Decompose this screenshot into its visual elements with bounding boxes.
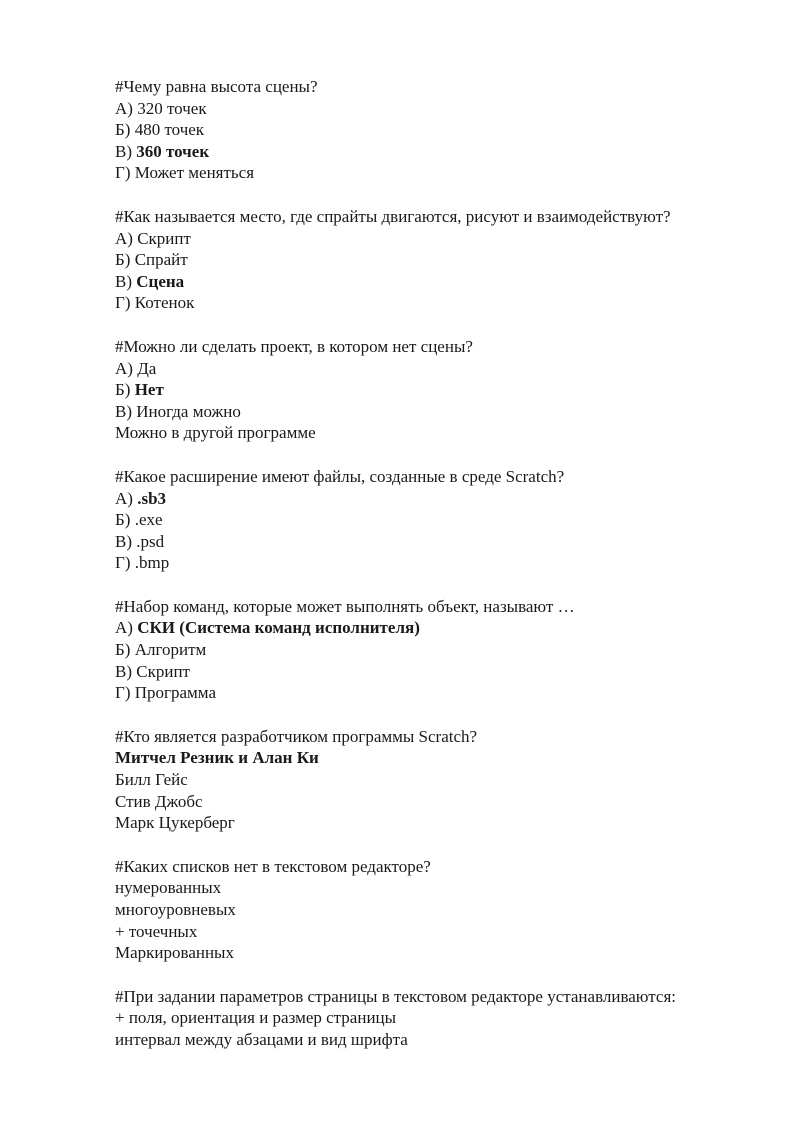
option-text: Да — [137, 358, 157, 378]
option-text: Стив Джобс — [115, 791, 203, 811]
option-text: СКИ (Система команд исполнителя) — [137, 618, 420, 638]
option-prefix: Б) — [115, 120, 135, 140]
option-text: интервал между абзацами и вид шрифта — [115, 1029, 408, 1049]
option-text: Можно в другой программе — [115, 423, 316, 443]
question-text: #Набор команд, которые может выполнять объект, называют … — [115, 596, 575, 616]
question-block-4 — [115, 466, 775, 574]
answer-option — [115, 791, 775, 813]
answer-option-correct — [115, 379, 775, 401]
option-text: Марк Цукерберг — [115, 813, 235, 833]
option-prefix: В) — [115, 271, 137, 291]
question-block-8 — [115, 986, 775, 1051]
option-prefix: Б) — [115, 250, 135, 270]
answer-option — [115, 899, 775, 921]
answer-option — [115, 661, 775, 683]
answer-option — [115, 249, 775, 271]
option-prefix: В) — [115, 401, 137, 421]
option-text: + поля, ориентация и размер страницы — [115, 1008, 397, 1028]
option-prefix: Г) — [115, 553, 135, 573]
option-text: .sb3 — [137, 488, 167, 508]
option-prefix: А) — [115, 618, 138, 638]
option-text: Алгоритм — [134, 640, 207, 660]
option-prefix: В) — [115, 141, 137, 161]
answer-options-list — [115, 877, 775, 963]
option-prefix: А) — [115, 358, 138, 378]
option-prefix: Б) — [115, 510, 135, 530]
option-text: + точечных — [115, 921, 198, 941]
answer-options-list — [115, 358, 775, 444]
question-block-2 — [115, 206, 775, 314]
option-text: Сцена — [136, 271, 185, 291]
answer-option — [115, 1007, 775, 1029]
answer-option — [115, 422, 775, 444]
question-block-6 — [115, 726, 775, 834]
answer-option — [115, 401, 775, 423]
option-text: Маркированных — [115, 943, 234, 963]
answer-option — [115, 292, 775, 314]
question-block-7 — [115, 856, 775, 964]
option-prefix: В) — [115, 531, 137, 551]
option-text: Нет — [134, 380, 164, 400]
option-text: Программа — [134, 683, 216, 703]
answer-option — [115, 98, 775, 120]
option-text: Котенок — [134, 293, 195, 313]
answer-option — [115, 769, 775, 791]
option-text: 360 точек — [136, 141, 210, 161]
answer-option — [115, 119, 775, 141]
option-text: Митчел Резник и Алан Ки — [115, 748, 319, 768]
answer-option — [115, 682, 775, 704]
question-block-5 — [115, 596, 775, 704]
answer-option — [115, 552, 775, 574]
answer-options-list — [115, 747, 775, 833]
answer-option — [115, 509, 775, 531]
answer-option — [115, 639, 775, 661]
question-text: #Какое расширение имеют файлы, созданные в среде Scratch? — [115, 466, 565, 486]
answer-option — [115, 942, 775, 964]
answer-option-correct — [115, 141, 775, 163]
option-text: Билл Гейс — [115, 770, 188, 790]
option-text: Спрайт — [134, 250, 188, 270]
answer-option — [115, 1029, 775, 1051]
question-text: #Каких списков нет в текстовом редакторе? — [115, 856, 431, 876]
answer-option-correct — [115, 488, 775, 510]
answer-option — [115, 921, 775, 943]
option-prefix: Б) — [115, 640, 135, 660]
answer-options-list — [115, 98, 775, 184]
answer-options-list — [115, 1007, 775, 1050]
question-block-3 — [115, 336, 775, 444]
answer-option-correct — [115, 747, 775, 769]
answer-options-list — [115, 617, 775, 703]
option-text: Иногда можно — [136, 401, 241, 421]
option-text: Скрипт — [136, 661, 190, 681]
answer-option-correct — [115, 617, 775, 639]
question-text: #При задании параметров страницы в текстовом редакторе устанавливаются: — [115, 986, 677, 1006]
answer-options-list — [115, 488, 775, 574]
document-page — [115, 76, 775, 1073]
question-text: #Можно ли сделать проект, в котором нет сцены? — [115, 336, 473, 356]
option-prefix: А) — [115, 228, 138, 248]
option-prefix: В) — [115, 661, 137, 681]
option-text: нумерованных — [115, 878, 222, 898]
option-text: 320 точек — [137, 98, 207, 118]
option-text: .psd — [136, 531, 165, 551]
option-prefix: А) — [115, 98, 138, 118]
option-prefix: А) — [115, 488, 138, 508]
option-text: Может меняться — [134, 163, 255, 183]
question-text: #Кто является разработчиком программы Scratch? — [115, 726, 478, 746]
question-text: #Чему равна высота сцены? — [115, 77, 318, 96]
option-text: 480 точек — [134, 120, 205, 140]
answer-option — [115, 877, 775, 899]
option-text: многоуровневых — [115, 900, 236, 919]
answer-option — [115, 358, 775, 380]
option-text: .exe — [134, 510, 163, 530]
option-text: .bmp — [134, 553, 170, 573]
option-text: Скрипт — [137, 228, 191, 248]
answer-option-correct — [115, 271, 775, 293]
option-prefix: Г) — [115, 293, 135, 313]
option-prefix: Г) — [115, 163, 135, 183]
answer-option — [115, 162, 775, 184]
question-text: #Как называется место, где спрайты двигаются, рисуют и взаимодействуют? — [115, 206, 671, 226]
answer-option — [115, 812, 775, 834]
answer-option — [115, 228, 775, 250]
answer-options-list — [115, 228, 775, 314]
option-prefix: Г) — [115, 683, 135, 703]
answer-option — [115, 531, 775, 553]
option-prefix: Б) — [115, 380, 135, 400]
question-block-1 — [115, 76, 775, 184]
